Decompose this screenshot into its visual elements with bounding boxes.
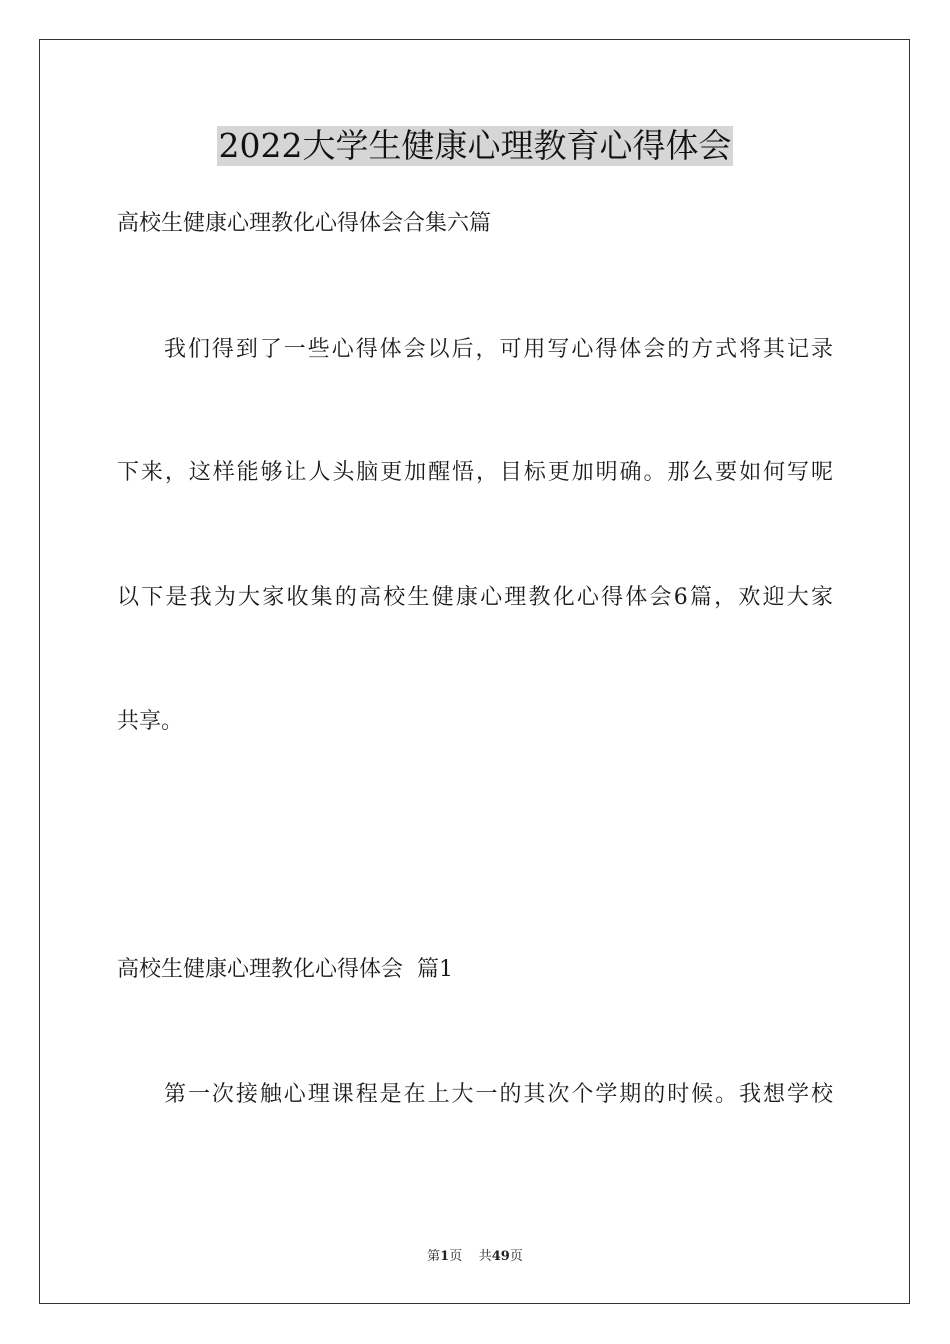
section-heading: 高校生健康心理教化心得体会 篇1 xyxy=(117,957,453,982)
footer-page-unit: 页 xyxy=(449,1249,463,1264)
footer-total-prefix: 共 xyxy=(478,1249,492,1264)
document-title: 2022大学生健康心理教育心得体会 xyxy=(218,126,732,165)
intro-line-4: 共享。 xyxy=(117,709,184,734)
footer-total-unit: 页 xyxy=(509,1249,523,1264)
intro-line-3: 以下是我为大家收集的高校生健康心理教化心得体会6篇，欢迎大家 xyxy=(117,585,833,610)
intro-line-2: 下来，这样能够让人头脑更加醒悟，目标更加明确。那么要如何写呢 xyxy=(117,460,833,485)
section-line-1: 第一次接触心理课程是在上大一的其次个学期的时候。我想学校 xyxy=(164,1082,833,1107)
page-footer xyxy=(0,1248,950,1266)
document-subtitle: 高校生健康心理教化心得体会合集六篇 xyxy=(117,211,492,236)
title-container xyxy=(0,126,950,166)
footer-prefix: 第 xyxy=(427,1249,441,1264)
footer-total-pages: 49 xyxy=(491,1249,510,1264)
intro-line-1: 我们得到了一些心得体会以后，可用写心得体会的方式将其记录 xyxy=(164,337,833,362)
footer-current-page: 1 xyxy=(440,1249,450,1264)
